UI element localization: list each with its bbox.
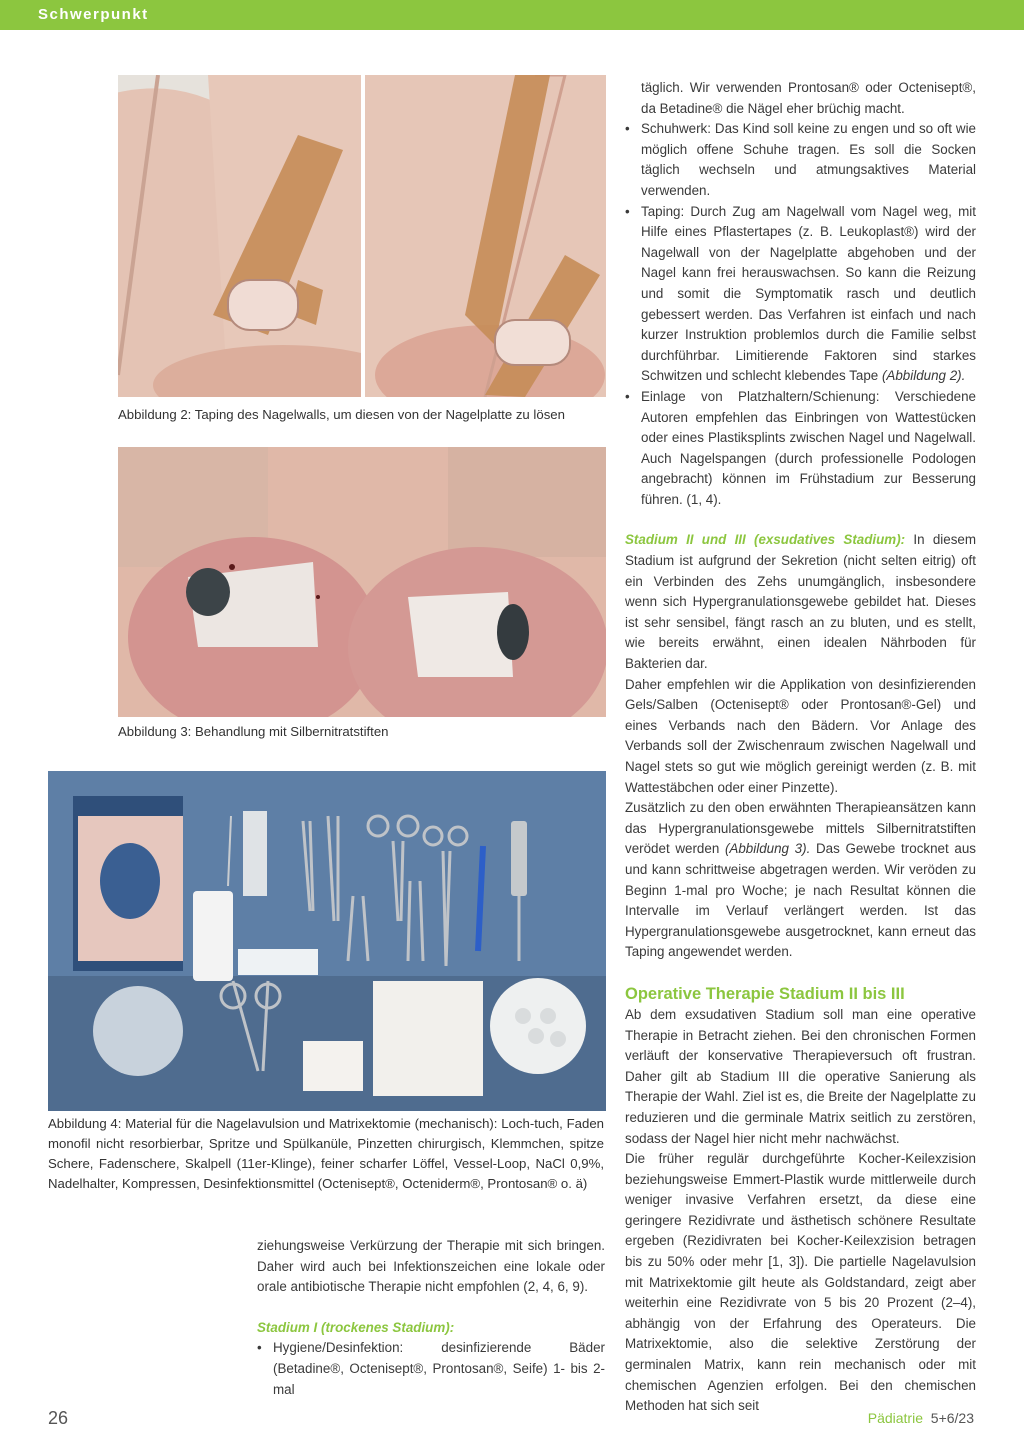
para-gels: Daher empfehlen wir die Applikation von desinfizierenden Gels/Salben (Octenisept® oder Prontosan®-Gel) und eines Verbands nach den Bädern. Vor Anlage des Verbands soll der Zwischenraum zwischen Nagelwall und Nagel stets so gut wie möglich gereinigt werden (z. B. mit Wattestäbchen oder einer Pinzette). bbox=[625, 676, 976, 795]
page-number: 26 bbox=[48, 1408, 69, 1428]
figure-2-image-left bbox=[118, 75, 361, 397]
bullet-shoes: • Schuhwerk: Das Kind soll keine zu engen und so oft wie möglich offene Schuhe tragen. Es soll die Socken täglich wechseln und atmungsaktives Material verwenden. bbox=[625, 121, 976, 198]
bullet-taping: • Taping: Durch Zug am Nagelwall vom Nagel weg, mit Hilfe eines Pflastertapes (z. B. Leukoplast®) wird der Nagelwall von der Nagelplatte abgehoben und der Nagel kann frei herauswachsen. So kann die Reizung und somit die Symptomatik rasch und deutlich gebessert werden. Das Verfahren ist einfach und nach kurzer Instruktion problemlos durch die Familie selbst durchführbar. Limitierende Faktoren sind starkes Schwitzen und schlecht klebendes Tape (Abbildung 2). bbox=[625, 203, 976, 384]
figure-2-image-right bbox=[365, 75, 606, 397]
right-cont-text: täglich. Wir verwenden Prontosan® oder Octenisept®, da Betadine® die Nägel eher brüchig macht. bbox=[641, 80, 976, 116]
issue-number: 5+6/23 bbox=[930, 1410, 974, 1426]
taped-toe-photo-right bbox=[365, 75, 606, 397]
figure-4-image bbox=[48, 771, 606, 1111]
op-para-2: Die früher regulär durchgeführte Kocher-Keilexzision beziehungsweise Emmert-Plastik wurde mittlerweile durch weniger invasive Verfahren ersetzt, da diese eine geringere Rezidivrate und ästhetisch schönere Resultate ergeben (Rezidivraten bei Kocher-Keilexzision betragen bis zu 50% oder mehr [1, 3]). Die partielle Nagelavulsion mit Matrixektomie gilt heute als Goldstandard, zeigt aber weiterhin eine Rezidivrate von 5 bis 20 Prozent (2–4), abhängig von der Erfahrung des Operateurs. Die Matrixektomie, also die selektive Zerstörung der germinalen Matrix, kann rein mechanisch oder mit chemischen Agenzien erfolgen. Bei den chemischen Methoden hat sich seit bbox=[625, 1151, 976, 1414]
silver-nitrate-toe-photo bbox=[118, 447, 606, 717]
para-silver-nitrate: Zusätzlich zu den oben erwähnten Therapieansätzen kann das Hypergranulationsgewebe mittels Silbernitratstiften verödet werden (Abbildung 3). Das Gewebe trocknet aus und kann schrittweise abgetragen werden. Wir veröden zu Beginn 1-mal pro Woche; je nach Resultat können die Intervalle im Verlauf verlängert werden. Ist das Hypergranulationsgewebe ausgetrocknet, kann erneut das Taping angewendet werden. bbox=[625, 800, 976, 960]
figure-3-caption: Abbildung 3: Behandlung mit Silbernitratstiften bbox=[118, 724, 389, 739]
left-para-1: ziehungsweise Verkürzung der Therapie mit sich bringen. Daher wird auch bei Infektionszeichen eine lokale oder orale antibiotische Therapie nicht empfohlen (2, 4, 6, 9). bbox=[257, 1238, 605, 1295]
section-title: Schwerpunkt bbox=[38, 6, 149, 23]
figure-3-image bbox=[118, 447, 606, 717]
figure-4-caption: Abbildung 4: Material für die Nagelavulsion und Matrixektomie (mechanisch): Loch-tuch, Faden monofil nicht resorbierbar, Spritze und Spülkanüle, Pinzetten chirurgisch, Klemmchen, spitze Schere, Fadenschere, Skalpell (11er-Klinge), feiner scharfer Löffel, Vessel-Loop, NaCl 0,9%, Nadelhalter, Kompressen, Desinfektionsmittel (Octenisept®, Octeniderm®, Prontosan® o. ä) bbox=[48, 1116, 604, 1191]
op-para-1: Ab dem exsudativen Stadium soll man eine operative Therapie in Betracht ziehen. Bei den chronischen Formen verläuft der konservative Therapieversuch oft frustran. Daher gilt ab Stadium III die operative Sanierung als Therapie der Wahl. Ziel ist es, die Breite der Nagelplatte zu reduzieren und die germinale Matrix seitlich zu zerstören, sodass der Nagel hier nicht mehr nachwächst. bbox=[625, 1006, 976, 1146]
bullet-splint: • Einlage von Platzhaltern/Schienung: Verschiedene Autoren empfehlen das Einbringen von Wattestücken oder eines Plastiksplints zwischen Nagel und Nagelwall. Auch Nagelspangen (durch professionelle Podologen angebracht) können im Frühstadium zur Besserung führen. (1, 4). bbox=[625, 388, 976, 507]
section-header-bar bbox=[0, 0, 1024, 30]
left-column bbox=[257, 1236, 605, 1400]
stage-23-heading: Stadium II und III (exsudatives Stadium): bbox=[625, 532, 906, 548]
bullet-hygiene: • Hygiene/Desinfektion: desinfizierende Bäder (Betadine®, Octenisept®, Prontosan®, Seife) 1- bis 2-mal bbox=[257, 1340, 605, 1397]
surgical-instruments-photo bbox=[48, 771, 606, 1111]
taped-toe-photo-left bbox=[118, 75, 361, 397]
right-column bbox=[625, 78, 976, 1417]
operative-therapy-heading: Operative Therapie Stadium II bis III bbox=[625, 984, 905, 1003]
journal-name: Pädiatrie bbox=[867, 1410, 923, 1426]
stage-23-paragraph: Stadium II und III (exsudatives Stadium): In diesem Stadium ist aufgrund der Sekretion (nicht selten eitrig) oft ein Verbinden des Zehs unumgänglich, insbesondere wenn sich Hypergranulationsgewebe gebildet hat. Dieses ist sehr sensibel, fängt rasch an zu bluten, und es stellt, wie bereits erwähnt, einen idealen Nährboden für Bakterien dar. bbox=[625, 532, 976, 672]
stage-1-heading: Stadium I (trockenes Stadium): bbox=[257, 1319, 455, 1335]
figure-2-caption: Abbildung 2: Taping des Nagelwalls, um diesen von der Nagelplatte zu lösen bbox=[118, 407, 565, 422]
journal-footer bbox=[868, 1410, 974, 1426]
